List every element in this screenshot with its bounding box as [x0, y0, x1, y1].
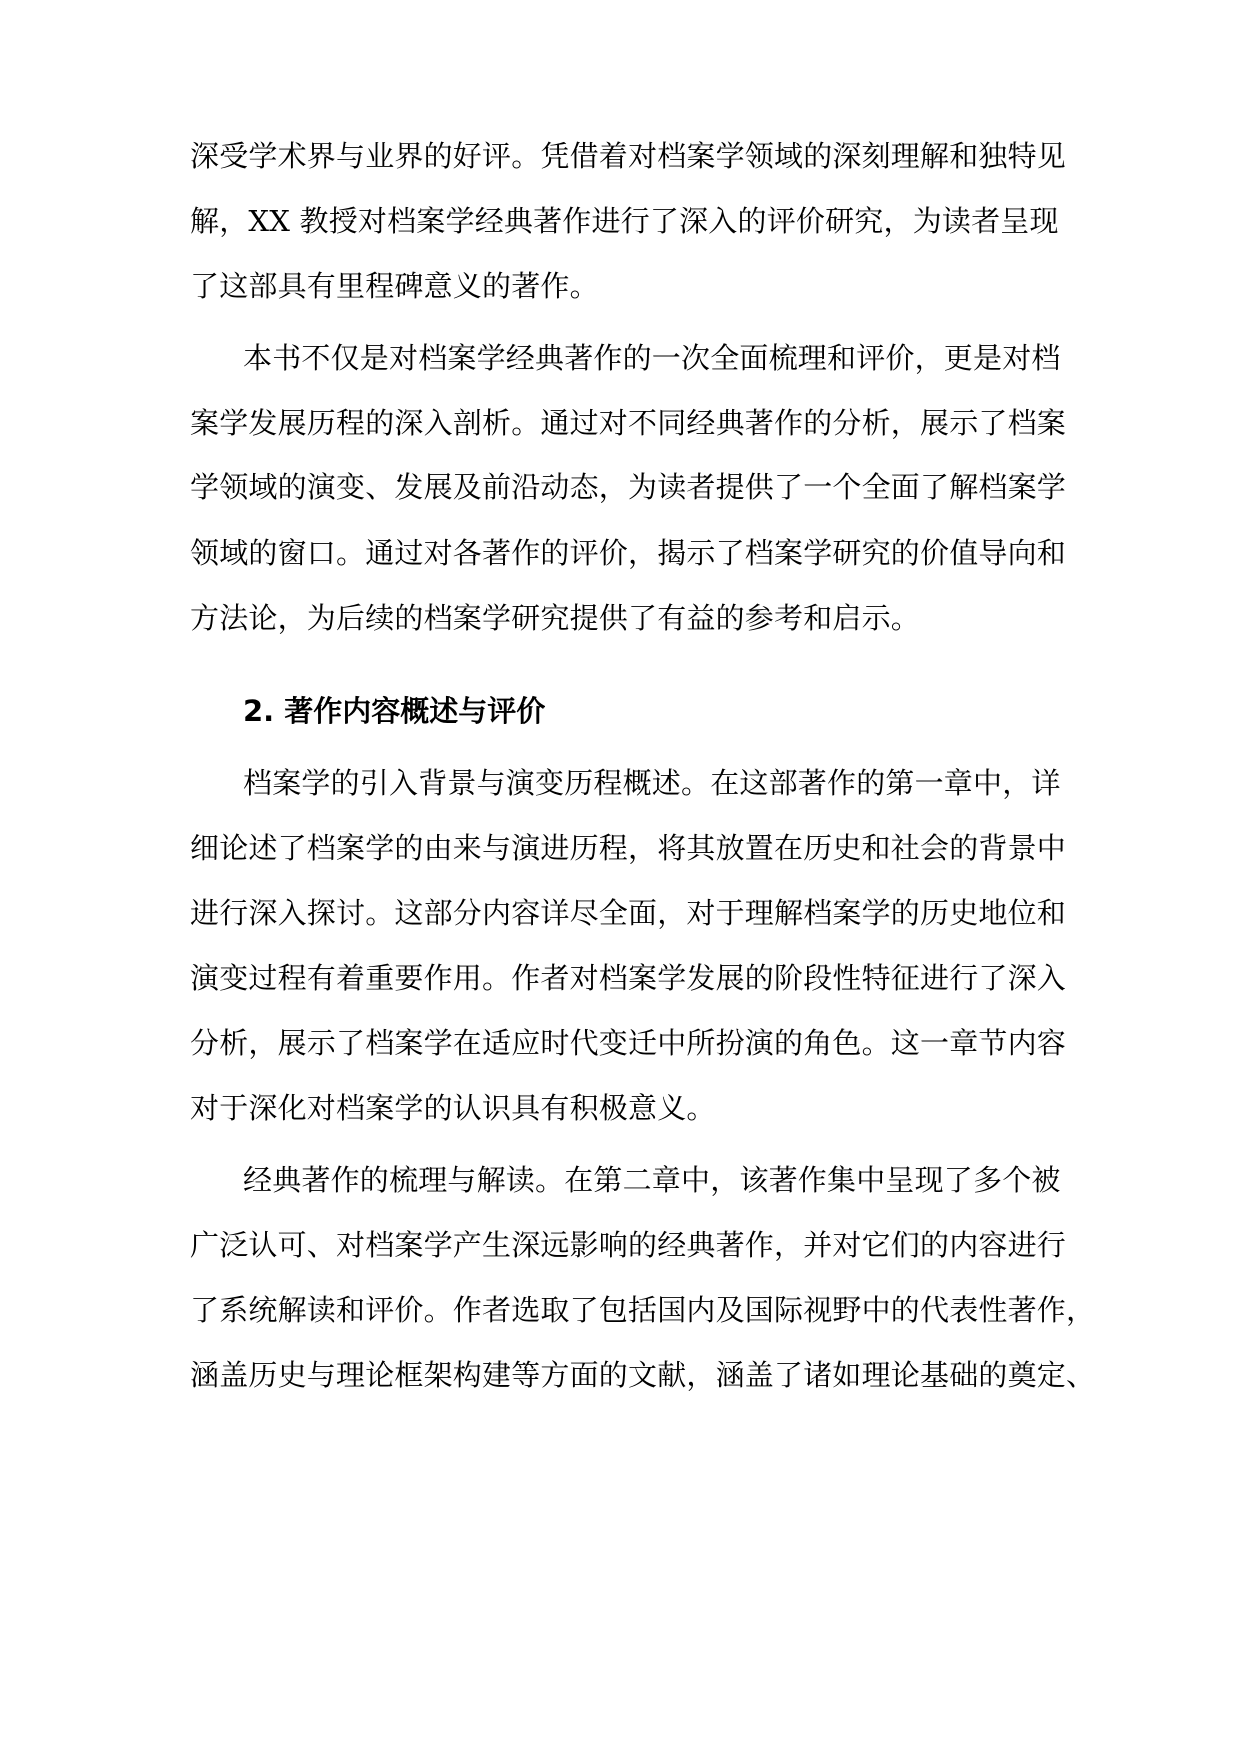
- paragraph-line: 领域的窗口。通过对各著作的评价，揭示了档案学研究的价值导向和: [190, 536, 1067, 570]
- paragraph-line: 经典著作的梳理与解读。在第二章中，该著作集中呈现了多个被: [243, 1163, 1061, 1197]
- paragraph-line: 广泛认可、对档案学产生深远影响的经典著作，并对它们的内容进行: [190, 1228, 1067, 1262]
- paragraph-line: 了这部具有里程碑意义的著作。: [190, 269, 599, 303]
- paragraph-line: 了系统解读和评价。作者选取了包括国内及国际视野中的代表性著作，: [190, 1293, 1096, 1327]
- paragraph-line: 案学发展历程的深入剖析。通过对不同经典著作的分析，展示了档案: [190, 406, 1067, 440]
- paragraph-line: 学领域的演变、发展及前沿动态，为读者提供了一个全面了解档案学: [190, 470, 1067, 504]
- paragraph-line: 对于深化对档案学的认识具有积极意义。: [190, 1091, 716, 1125]
- paragraph-line: 深受学术界与业界的好评。凭借着对档案学领域的深刻理解和独特见: [190, 139, 1067, 173]
- paragraph-line: 本书不仅是对档案学经典著作的一次全面梳理和评价，更是对档: [243, 341, 1061, 375]
- paragraph-line: 涵盖历史与理论框架构建等方面的文献，涵盖了诸如理论基础的奠定、: [190, 1358, 1096, 1392]
- paragraph-line: 分析，展示了档案学在适应时代变迁中所扮演的角色。这一章节内容: [190, 1026, 1067, 1060]
- paragraph-line: 档案学的引入背景与演变历程概述。在这部著作的第一章中，详: [243, 766, 1061, 800]
- paragraph-line: 方法论，为后续的档案学研究提供了有益的参考和启示。: [190, 601, 921, 635]
- paragraph-line: 进行深入探讨。这部分内容详尽全面，对于理解档案学的历史地位和: [190, 896, 1067, 930]
- paragraph-line: 解，XX 教授对档案学经典著作进行了深入的评价研究，为读者呈现: [190, 204, 1059, 238]
- section-heading: 2. 著作内容概述与评价: [243, 694, 546, 728]
- paragraph-line: 细论述了档案学的由来与演进历程，将其放置在历史和社会的背景中: [190, 831, 1067, 865]
- paragraph-line: 演变过程有着重要作用。作者对档案学发展的阶段性特征进行了深入: [190, 961, 1067, 995]
